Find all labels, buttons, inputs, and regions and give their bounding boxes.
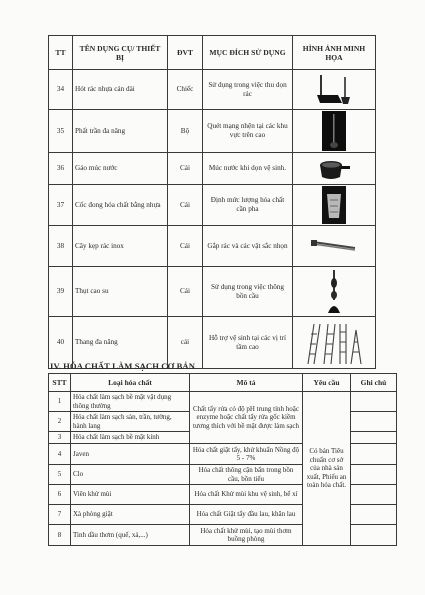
chemical-description: Chất tẩy rửa có độ pH trung tính hoặc enzyme hoặc chất tẩy rửa gốc kiềm tương thích với bề mặt được làm sạch: [190, 392, 303, 444]
tool-purpose: Quét mạng nhện tại các khu vực trên cao: [203, 110, 293, 153]
chemical-description: Hóa chất thông cặn bẩn trong bồn cầu, bồn tiểu: [190, 465, 303, 485]
tool-name: Cây kẹp rác inox: [73, 226, 168, 267]
row-number: 34: [49, 70, 73, 110]
chemical-type: Javen: [71, 444, 190, 465]
table-row: [49, 267, 376, 317]
water-scoop-icon: [318, 156, 350, 182]
header-purpose: MỤC ĐÍCH SỬ DỤNG: [203, 36, 293, 70]
plunger-icon: [326, 269, 342, 315]
header-image: HÌNH ẢNH MINH HỌA: [293, 36, 376, 70]
note-cell: [351, 444, 397, 465]
tool-unit: cái: [168, 317, 203, 369]
note-cell: [351, 392, 397, 412]
chemical-description: Hóa chất khử mùi, tạo mùi thơm buồng phòng: [190, 525, 303, 546]
chemical-type: Clo: [71, 465, 190, 485]
chemical-description: Hóa chất Giặt tẩy đầu lau, khăn lau: [190, 505, 303, 525]
tool-image-cell: [293, 70, 376, 110]
table-row: [49, 392, 397, 412]
chemical-type: Hóa chất làm sạch bề mặt vật dụng thông thường: [71, 392, 190, 412]
tool-image-cell: [293, 110, 376, 153]
note-cell: [351, 485, 397, 505]
tool-unit: Chiếc: [168, 70, 203, 110]
ladder-icon: [304, 320, 364, 366]
tool-name: Thụt cao su: [73, 267, 168, 317]
duster-icon: [322, 111, 346, 151]
tools-header-row: [49, 36, 376, 70]
tool-unit: Bộ: [168, 110, 203, 153]
row-number: 40: [49, 317, 73, 369]
tool-name: Phất trần đa năng: [73, 110, 168, 153]
tool-name: Gáo múc nước: [73, 153, 168, 185]
chemical-description: Hóa chất Khử mùi khu vệ sinh, bể xí: [190, 485, 303, 505]
row-number: 3: [49, 432, 71, 444]
tool-purpose: Sử dụng trong việc thông bồn cầu: [203, 267, 293, 317]
header-desc: Mô tả: [190, 374, 303, 392]
note-cell: [351, 465, 397, 485]
header-type: Loại hóa chất: [71, 374, 190, 392]
chemical-type: Viên khử mùi: [71, 485, 190, 505]
row-number: 35: [49, 110, 73, 153]
measuring-cup-icon: [322, 186, 346, 224]
chemicals-table: [48, 373, 397, 546]
table-row: [49, 110, 376, 153]
chemical-type: Xà phòng giặt: [71, 505, 190, 525]
chemical-type: Tinh dầu thơm (quế, xả,...): [71, 525, 190, 546]
row-number: 36: [49, 153, 73, 185]
tool-unit: Cái: [168, 153, 203, 185]
row-number: 5: [49, 465, 71, 485]
note-cell: [351, 505, 397, 525]
tool-name: Cốc đong hóa chất bằng nhựa: [73, 185, 168, 226]
section-title: IV. HÓA CHẤT LÀM SẠCH CƠ BẢN: [50, 361, 196, 371]
note-cell: [351, 432, 397, 444]
tool-purpose: Hỗ trợ vệ sinh tại các vị trí tầm cao: [203, 317, 293, 369]
chemical-description: Hóa chất giặt tẩy, khử khuẩn Nồng độ 5 - 7%: [190, 444, 303, 465]
row-number: 4: [49, 444, 71, 465]
note-cell: [351, 525, 397, 546]
row-number: 1: [49, 392, 71, 412]
table-row: [49, 153, 376, 185]
dustpan-icon: [314, 73, 354, 107]
header-unit: ĐVT: [168, 36, 203, 70]
tool-name: Thang đa năng: [73, 317, 168, 369]
chemical-type: Hóa chất làm sạch sàn, trần, tường, hành lang: [71, 412, 190, 432]
header-stt: STT: [49, 374, 71, 392]
table-row: [49, 185, 376, 226]
tool-image-cell: [293, 267, 376, 317]
note-cell: [351, 412, 397, 432]
tools-table: [48, 35, 376, 369]
tool-purpose: Sử dụng trong việc thu dọn rác: [203, 70, 293, 110]
row-number: 39: [49, 267, 73, 317]
row-number: 37: [49, 185, 73, 226]
header-req: Yêu cầu: [303, 374, 351, 392]
header-name: TÊN DỤNG CỤ/ THIẾT BỊ: [73, 36, 168, 70]
header-note: Ghi chú: [351, 374, 397, 392]
tongs-icon: [311, 236, 357, 256]
tool-unit: Cái: [168, 185, 203, 226]
tool-image-cell: [293, 153, 376, 185]
chem-header-row: [49, 374, 397, 392]
row-number: 38: [49, 226, 73, 267]
tool-unit: Cái: [168, 226, 203, 267]
tool-image-cell: [293, 317, 376, 369]
row-number: 7: [49, 505, 71, 525]
table-row: [49, 226, 376, 267]
row-number: 2: [49, 412, 71, 432]
tool-purpose: Gắp rác và các vật sắc nhọn: [203, 226, 293, 267]
tool-name: Hót rác nhựa cán dài: [73, 70, 168, 110]
tool-image-cell: [293, 185, 376, 226]
chemical-requirement: Có bản Tiêu chuẩn cơ sở của nhà sản xuất, Phiếu an toàn hóa chất.: [303, 392, 351, 546]
tool-purpose: Định mức lượng hóa chất cần pha: [203, 185, 293, 226]
tool-unit: Cái: [168, 267, 203, 317]
tool-purpose: Múc nước khi dọn vệ sinh.: [203, 153, 293, 185]
chemical-type: Hóa chất làm sạch bề mặt kính: [71, 432, 190, 444]
tool-image-cell: [293, 226, 376, 267]
header-tt: TT: [49, 36, 73, 70]
row-number: 8: [49, 525, 71, 546]
row-number: 6: [49, 485, 71, 505]
table-row: [49, 70, 376, 110]
